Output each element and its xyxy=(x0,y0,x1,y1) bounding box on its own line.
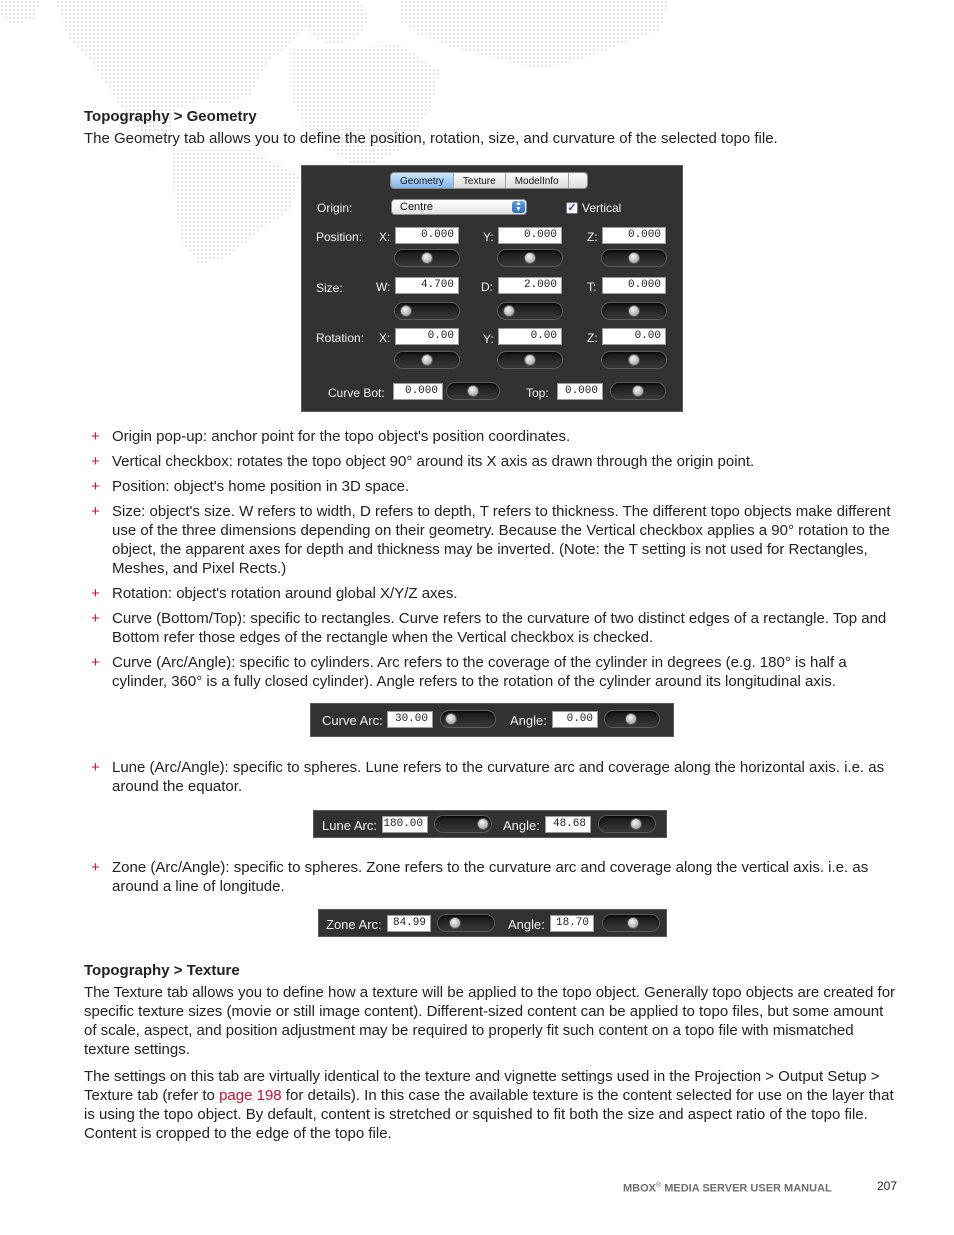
curve-bot-field[interactable]: 0.000 xyxy=(393,383,443,400)
bullet-plus-icon: + xyxy=(91,478,100,495)
size-w-slider[interactable] xyxy=(394,302,460,320)
size-t-label: T: xyxy=(587,280,597,294)
size-label: Size: xyxy=(316,281,343,295)
size-d-field[interactable]: 2.000 xyxy=(498,277,562,294)
top-label: Top: xyxy=(526,386,549,400)
curve-angle-slider[interactable] xyxy=(604,710,660,728)
slider-knob[interactable] xyxy=(628,252,640,264)
list-item xyxy=(84,584,896,603)
curve-arc-label: Curve Arc: xyxy=(322,713,383,728)
page-footer xyxy=(623,1179,897,1196)
texture-paragraph-2-end: for details). In this case the available texture is the content selected for use on the layer that is using the topo object. By default, content is stretched or squished to fit both the size and aspect ratio of the topo file. Content is cropped to the edge of the topo file. xyxy=(84,1087,894,1142)
position-z-slider[interactable] xyxy=(601,249,667,267)
zone-arc-field[interactable]: 84.99 xyxy=(387,915,431,932)
list-item-text: Size: object's size. W refers to width, D refers to depth, T refers to thickness. The different topo objects make different use of the three dimensions depending on their geometry. Because the Vertical checkbox applies a 90° rotation to the object, the apparent axes for depth and thickness may be inverted. (Note: the T setting is not used for Rectangles, Meshes, and Pixel Rects.) xyxy=(112,503,891,577)
bullet-plus-icon: + xyxy=(91,610,100,627)
slider-knob[interactable] xyxy=(627,917,639,929)
list-item-text: Vertical checkbox: rotates the topo object 90° around its X axis as drawn through the origin point. xyxy=(112,453,755,470)
origin-select-value: Centre xyxy=(400,201,434,213)
slider-knob[interactable] xyxy=(524,252,536,264)
position-y-field[interactable]: 0.000 xyxy=(498,227,562,244)
list-item xyxy=(84,653,896,691)
position-x-label: X: xyxy=(379,230,391,244)
texture-paragraph-2 xyxy=(84,1067,896,1143)
rotation-z-field[interactable]: 0.00 xyxy=(602,328,666,345)
origin-label: Origin: xyxy=(317,201,353,215)
position-z-field[interactable]: 0.000 xyxy=(602,227,666,244)
rotation-x-slider[interactable] xyxy=(394,351,460,369)
list-item-text: Curve (Arc/Angle): specific to cylinders. Arc refers to the coverage of the cylinder in degrees (e.g. 180° is half a cylinder, 360° is a fully closed cylinder). Angle refers to the rotation of the cylinder around its longitudinal axis. xyxy=(112,654,847,690)
geometry-bullet-list xyxy=(84,427,896,691)
list-item xyxy=(84,758,896,796)
curve-arc-panel xyxy=(310,703,674,737)
rotation-y-slider[interactable] xyxy=(497,351,563,369)
position-y-slider[interactable] xyxy=(497,249,563,267)
rotation-x-field[interactable]: 0.00 xyxy=(395,328,459,345)
zone-arc-label: Zone Arc: xyxy=(326,917,382,932)
lune-arc-field[interactable]: 180.00 xyxy=(382,816,428,833)
origin-select[interactable] xyxy=(391,199,527,215)
size-d-label: D: xyxy=(481,280,493,294)
page-number: 207 xyxy=(876,1179,897,1193)
slider-knob[interactable] xyxy=(625,713,637,725)
texture-paragraph-2-start: The settings on this tab are virtually identical to the texture and vignette settings used in the Projection > Output Setup > Texture tab (refer to xyxy=(84,1068,880,1104)
curve-bot-slider[interactable] xyxy=(446,382,500,400)
bullet-plus-icon: + xyxy=(91,428,100,445)
list-item xyxy=(84,477,896,496)
bullet-plus-icon: + xyxy=(91,585,100,602)
position-label: Position: xyxy=(316,230,363,244)
bullet-plus-icon: + xyxy=(91,503,100,520)
position-x-field[interactable]: 0.000 xyxy=(395,227,459,244)
zone-angle-field[interactable]: 18.70 xyxy=(550,915,594,932)
zone-arc-slider[interactable] xyxy=(437,914,495,932)
curve-angle-label: Angle: xyxy=(510,713,547,728)
select-arrows-icon: ▲ ▼ xyxy=(512,201,525,213)
lune-bullet-list xyxy=(84,758,896,796)
slider-knob[interactable] xyxy=(421,252,433,264)
lune-angle-slider[interactable] xyxy=(598,815,656,833)
lune-arc-panel xyxy=(313,810,667,838)
list-item-text: Zone (Arc/Angle): specific to spheres. Zone refers to the curvature arc and coverage along the vertical axis. i.e. as around a line of longitude. xyxy=(112,859,869,895)
footer-registered: ® xyxy=(656,1182,662,1189)
position-x-slider[interactable] xyxy=(394,249,460,267)
rotation-z-slider[interactable] xyxy=(601,351,667,369)
list-item xyxy=(84,609,896,647)
list-item xyxy=(84,427,896,446)
rotation-y-label: Y: xyxy=(483,332,494,346)
slider-knob[interactable] xyxy=(477,818,489,830)
tab-modelinfo[interactable]: ModelInfo xyxy=(506,173,569,188)
slider-knob[interactable] xyxy=(467,385,479,397)
zone-arc-panel xyxy=(318,909,667,937)
list-item xyxy=(84,452,896,471)
slider-knob[interactable] xyxy=(524,354,536,366)
geometry-intro-text: The Geometry tab allows you to define the position, rotation, size, and curvature of the selected topo file. xyxy=(84,130,778,147)
lune-arc-slider[interactable] xyxy=(434,815,492,833)
slider-knob[interactable] xyxy=(628,354,640,366)
geometry-tabs xyxy=(390,172,588,189)
tab-geometry[interactable]: Geometry xyxy=(391,173,454,188)
slider-knob[interactable] xyxy=(632,385,644,397)
bullet-plus-icon: + xyxy=(91,759,100,776)
curve-arc-slider[interactable] xyxy=(440,710,496,728)
size-w-field[interactable]: 4.700 xyxy=(395,277,459,294)
list-item-text: Position: object's home position in 3D space. xyxy=(112,478,410,495)
list-item-text: Lune (Arc/Angle): specific to spheres. Lune refers to the curvature arc and coverage along the horizontal axis. i.e. as around the equator. xyxy=(112,759,885,795)
zone-angle-slider[interactable] xyxy=(602,914,660,932)
curve-arc-field[interactable]: 30.00 xyxy=(387,711,433,728)
top-field[interactable]: 0.000 xyxy=(557,383,603,400)
list-item xyxy=(84,858,896,896)
slider-knob[interactable] xyxy=(449,917,461,929)
bullet-plus-icon: + xyxy=(91,453,100,470)
bullet-plus-icon: + xyxy=(91,654,100,671)
curve-bot-label: Curve Bot: xyxy=(328,386,385,400)
vertical-label: Vertical xyxy=(582,201,622,215)
size-d-slider[interactable] xyxy=(497,302,563,320)
list-item-text: Origin pop-up: anchor point for the topo object's position coordinates. xyxy=(112,428,571,445)
texture-paragraph-1: The Texture tab allows you to define how a texture will be applied to the topo object. Generally topo objects are created for specific texture sizes (movie or still image content). Different-sized content can be applied to topo files, but some amount of scale, aspect, and position adjustment may be required to properly fit such content on a topo file with mismatched texture settings. xyxy=(84,984,896,1058)
section-heading-texture: Topography > Texture xyxy=(84,962,240,979)
geometry-panel xyxy=(301,165,683,412)
list-item xyxy=(84,502,896,578)
section-heading-geometry: Topography > Geometry xyxy=(84,108,257,125)
slider-knob[interactable] xyxy=(628,305,640,317)
zone-angle-label: Angle: xyxy=(508,917,545,932)
rotation-z-label: Z: xyxy=(587,331,598,345)
slider-knob[interactable] xyxy=(421,354,433,366)
slider-knob[interactable] xyxy=(400,305,412,317)
zone-bullet-list xyxy=(84,858,896,896)
lune-arc-label: Lune Arc: xyxy=(322,818,377,833)
page-198-link[interactable]: page 198 xyxy=(219,1087,282,1104)
tab-texture[interactable]: Texture xyxy=(454,173,506,188)
top-slider[interactable] xyxy=(610,382,666,400)
rotation-label: Rotation: xyxy=(316,331,365,345)
slider-knob[interactable] xyxy=(630,818,642,830)
vertical-checkbox[interactable]: ✓ xyxy=(567,202,577,214)
list-item-text: Rotation: object's rotation around global X/Y/Z axes. xyxy=(112,585,458,602)
rotation-y-field[interactable]: 0.00 xyxy=(498,328,562,345)
position-y-label: Y: xyxy=(483,230,494,244)
curve-angle-field[interactable]: 0.00 xyxy=(552,711,598,728)
position-z-label: Z: xyxy=(587,230,598,244)
size-w-label: W: xyxy=(376,280,391,294)
lune-angle-label: Angle: xyxy=(503,818,540,833)
footer-title: MEDIA SERVER USER MANUAL xyxy=(661,1182,832,1195)
list-item-text: Curve (Bottom/Top): specific to rectangles. Curve refers to the curvature of two distinct edges of a rectangle. Top and Bottom refer those edges of the rectangle when the Vertical checkbox is checked. xyxy=(112,610,887,646)
bullet-plus-icon: + xyxy=(91,859,100,876)
slider-knob[interactable] xyxy=(503,305,515,317)
lune-angle-field[interactable]: 48.68 xyxy=(545,816,591,833)
tab-empty xyxy=(569,173,587,188)
size-t-field[interactable]: 0.000 xyxy=(602,277,666,294)
slider-knob[interactable] xyxy=(445,713,457,725)
rotation-x-label: X: xyxy=(379,331,391,345)
size-t-slider[interactable] xyxy=(601,302,667,320)
footer-brand: MBOX xyxy=(623,1182,656,1195)
page-content xyxy=(84,107,896,1143)
